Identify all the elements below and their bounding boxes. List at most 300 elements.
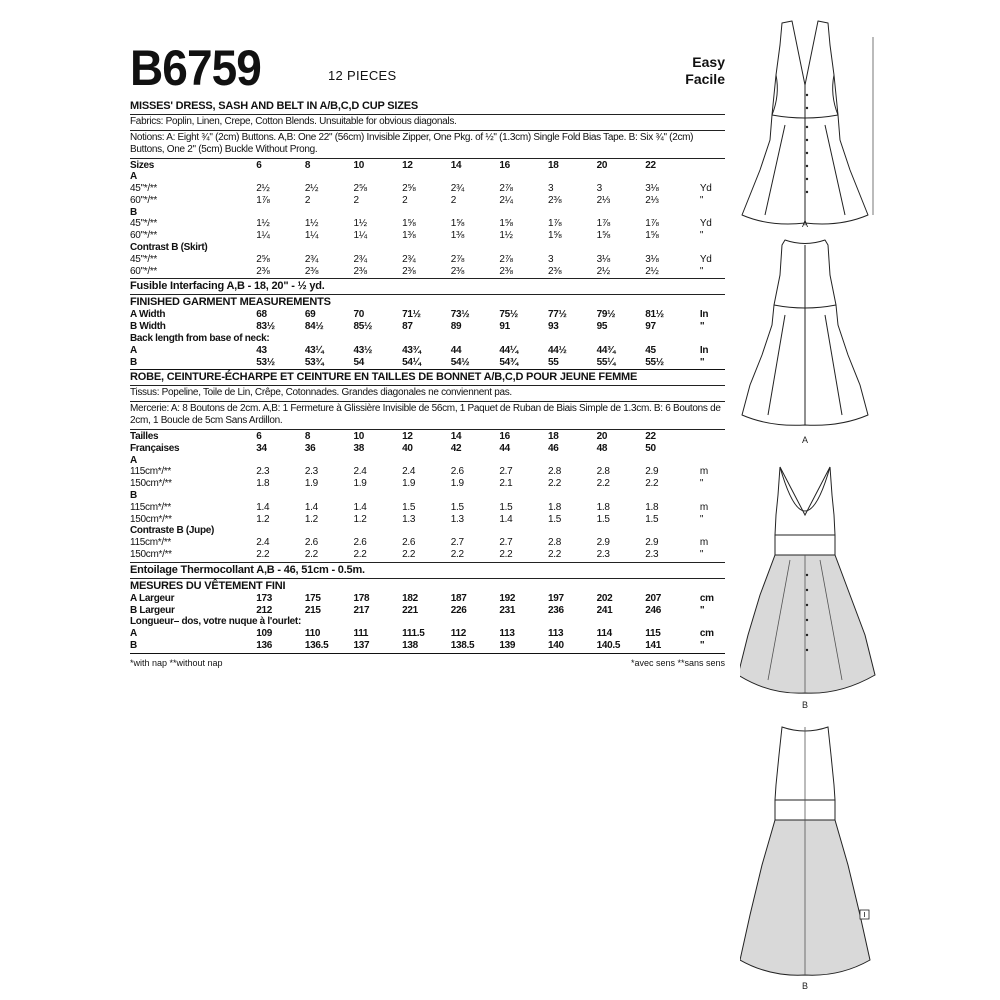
cell-value: 3⅛ [596,253,610,265]
cell-value: 2.3 [304,466,318,478]
pattern-number: B6759 [130,40,261,96]
table-row [130,431,725,443]
difficulty-en: Easy [692,54,725,70]
sizes-label: Tailles [130,430,159,442]
cell-value: 192 [499,592,516,604]
cell-value: 2.9 [645,537,659,549]
unit-cell: " [699,604,705,616]
unit-cell: m [699,501,708,513]
cell-value: 2.4 [256,537,270,549]
size-value: 40 [402,442,413,454]
size-value: 20 [596,159,608,171]
cell-value: 2.2 [402,548,416,560]
french-yardage-table [130,431,725,561]
cell-value: 54¾ [499,356,518,368]
cell-value: 2.6 [402,537,416,549]
cell-value: 2⅓ [645,194,659,206]
unit-cell: cm [699,628,714,640]
cell-value: 3⅛ [645,183,659,195]
cell-value: 87 [402,321,413,333]
cell-value: 70 [353,309,365,321]
cell-value: 2⅜ [256,265,270,277]
cell-value: 89 [450,321,462,333]
group-label: Back length from base of neck: [130,333,270,345]
cell-value: 111 [353,628,369,640]
unit-cell: " [699,513,704,525]
unit-cell: " [699,548,704,560]
garment-sketches [740,15,880,990]
cell-value: 2.6 [450,466,464,478]
row-label: A Width [130,309,166,321]
table-row [130,218,725,230]
cell-value: 1¼ [256,230,270,242]
cell-value: 55½ [645,356,664,368]
cell-value: 1.5 [499,501,513,513]
unit-cell [694,160,725,172]
view-a-back-sketch [742,240,868,425]
cell-value: 2.8 [547,466,561,478]
table-row [130,183,725,195]
cell-value: 2⅝ [353,183,367,195]
cell-value: 1.4 [353,501,367,513]
unit-cell: Yd [699,183,712,195]
cell-value: 2.1 [499,478,513,490]
table-row [130,640,725,652]
cell-value: 1.5 [450,501,464,513]
group-label: B [130,489,137,501]
cell-value: 2.8 [596,466,610,478]
cell-value: 110 [304,628,321,640]
pattern-envelope-back [130,40,725,672]
table-row [130,537,725,549]
cell-value: 54¼ [402,356,421,368]
size-value: 8 [304,430,311,442]
table-row [130,357,725,369]
group-label: Contrast B (Skirt) [130,242,208,254]
cell-value: 2.2 [596,478,610,490]
cell-value: 236 [547,604,564,616]
row-label: B [130,639,137,651]
table-row [130,171,725,183]
size-value: 36 [304,442,316,454]
size-value: 18 [547,159,559,171]
cell-value: 137 [353,639,370,651]
cell-value: 2 [402,194,408,206]
row-label: A [130,344,137,356]
cell-value: 1.4 [499,513,513,525]
cell-value: 202 [596,592,613,604]
cell-value: 114 [596,628,612,640]
size-value: 46 [547,442,559,454]
pieces-count: 12 PIECES [328,68,397,83]
cell-value: 3 [547,253,554,265]
cell-value: 53½ [256,356,275,368]
size-value: 14 [450,159,462,171]
cell-value: 83½ [256,321,275,333]
english-fabrics: Fabrics: Poplin, Linen, Crepe, Cotton Blends. Unsuitable for obvious diagonals. [130,116,457,127]
table-row [130,478,725,490]
cell-value: 2 [450,194,456,206]
cell-value: 1.5 [645,513,659,525]
cell-value: 1.4 [304,501,318,513]
row-label: 115cm*/** [130,466,172,478]
cell-value: 1.9 [450,478,464,490]
cell-value: 2⅞ [450,253,465,265]
unit-cell: Yd [699,218,712,230]
cell-value: 1.4 [256,501,270,513]
unit-cell: " [699,194,704,206]
unit-cell: m [699,537,708,549]
cell-value: 226 [450,604,467,616]
cell-value: 2⅜ [499,265,513,277]
cell-value: 136.5 [304,639,329,651]
cell-value: 1¼ [353,230,367,242]
cell-value: 1.9 [304,478,318,490]
unit-cell: " [699,265,704,277]
size-value: 12 [402,430,413,442]
cell-value: 84½ [304,321,324,333]
cell-value: 2.7 [499,537,513,549]
table-row [130,321,725,333]
cell-value: 68 [256,309,267,321]
cell-value: 2¾ [304,253,319,265]
cell-value: 1⅞ [645,218,659,230]
cell-value: 1¼ [304,230,319,242]
table-row [130,443,725,455]
table-row [130,616,725,628]
cell-value: 138 [402,639,418,651]
cell-value: 1.8 [256,478,270,490]
cell-value: 2.3 [256,466,270,478]
cell-value: 2.2 [256,548,270,560]
cell-value: 2½ [256,183,270,195]
table-row [130,160,725,172]
cell-value: 175 [304,592,321,604]
cell-value: 2¾ [353,253,367,265]
cell-value: 2⅜ [353,265,367,277]
row-label: 150cm*/** [130,548,172,560]
unit-cell [694,443,725,455]
english-notions: Notions: A: Eight ¾" (2cm) Buttons. A,B: One 22" (56cm) Invisible Zipper, One Pkg. of ½" (1.3cm) Single Fold Bias Tape. B: Six ¾" (2cm) Buttons, One 2" (5cm) Buckle Without Prong. [130,131,694,155]
cell-value: 91 [499,321,510,333]
unit-cell: " [699,639,705,651]
cell-value: 81½ [645,309,664,321]
cell-value: 2⅓ [596,194,610,206]
table-row [130,502,725,514]
cell-value: 1.5 [402,501,416,513]
cell-value: 43 [256,344,267,356]
cell-value: 2⅜ [547,265,562,277]
cell-value: 1½ [499,230,513,242]
table-row [130,309,725,321]
cell-value: 115 [645,628,661,640]
view-label-a-back: A [802,435,809,445]
table-row [130,195,725,207]
size-value: 22 [645,430,656,442]
table-row [130,345,725,357]
cell-value: 2¾ [402,253,416,265]
row-label: 60"*/** [130,194,158,206]
cell-value: 55¼ [596,356,616,368]
cell-value: 1.5 [596,513,610,525]
cell-value: 97 [645,321,656,333]
cell-value: 77½ [547,309,567,321]
view-b-back-sketch [740,727,870,975]
cell-value: 138.5 [450,639,475,651]
cell-value: 1⅞ [256,194,270,206]
cell-value: 1.9 [353,478,367,490]
row-label: B Largeur [130,604,175,616]
cell-value: 71½ [402,309,421,321]
unit-cell: Yd [699,253,712,265]
cell-value: 3 [547,183,554,195]
unit-cell [694,431,725,443]
size-value: 42 [450,442,462,454]
cell-value: 2 [304,194,311,206]
row-label: B Width [130,321,166,333]
table-row [130,230,725,242]
cell-value: 187 [450,592,467,604]
cell-value: 2½ [596,265,610,277]
cell-value: 73½ [450,309,470,321]
cell-value: 109 [256,628,273,640]
size-value: 22 [645,159,656,171]
cell-value: 1⅝ [499,218,513,230]
table-row [130,455,725,467]
cell-value: 215 [304,604,321,616]
cell-value: 53¾ [304,356,324,368]
cell-value: 1.2 [304,513,318,525]
cell-value: 54 [353,356,365,368]
group-label: A [130,171,137,183]
size-value: 10 [353,430,365,442]
table-row [130,628,725,640]
cell-value: 2.2 [304,548,318,560]
french-interfacing: Entoilage Thermocollant A,B - 46, 51cm - 0.5m. [130,563,365,576]
unit-cell: In [699,309,709,321]
row-label: 45"*/** [130,253,158,265]
cell-value: 2½ [304,183,319,195]
size-value: 6 [256,430,262,442]
english-yardage-table [130,160,725,278]
view-label-b-back: B [802,981,809,990]
cell-value: 43¾ [402,344,421,356]
size-value: 8 [304,159,311,171]
size-value: 44 [499,442,510,454]
group-label: B [130,206,137,218]
cell-value: 93 [547,321,559,333]
cell-value: 2⅝ [256,253,270,265]
cell-value: 1⅝ [596,230,610,242]
cell-value: 3 [596,183,602,195]
cell-value: 111.5 [402,628,425,640]
size-value: 16 [499,159,510,171]
cell-value: 2.7 [499,466,513,478]
cell-value: 140 [547,639,564,651]
cell-value: 2⅞ [499,253,513,265]
cell-value: 1⅞ [547,218,562,230]
row-label: 45"*/** [130,183,158,195]
row-label: 60"*/** [130,265,158,277]
size-value: 12 [402,159,413,171]
table-row [130,525,725,537]
cell-value: 2.2 [645,478,659,490]
cell-value: 3⅛ [645,253,659,265]
table-row [130,466,725,478]
cell-value: 217 [353,604,370,616]
footnote-english: *with nap **without nap [130,657,223,668]
table-row [130,333,725,345]
cell-value: 1.8 [596,501,610,513]
table-row [130,605,725,617]
cell-value: 2.3 [645,548,659,560]
unit-cell: " [699,356,705,368]
size-value: 14 [450,430,462,442]
cell-value: 2.4 [402,466,416,478]
cell-value: 2.2 [547,548,561,560]
table-row [130,242,725,254]
cell-value: 1⅜ [402,230,416,242]
cell-value: 1.9 [402,478,416,490]
cell-value: 178 [353,592,370,604]
cell-value: 69 [304,309,316,321]
cell-value: 85½ [353,321,373,333]
row-label: A [130,628,137,640]
cell-value: 1.8 [547,501,561,513]
cell-value: 54½ [450,356,470,368]
cell-value: 2.9 [596,537,610,549]
size-value: 34 [256,442,267,454]
cell-value: 113 [499,628,515,640]
unit-cell: In [699,344,709,356]
cell-value: 2⅜ [304,265,319,277]
header [130,40,725,100]
row-label: 150cm*/** [130,513,172,525]
sizes-label: Sizes [130,159,155,171]
cell-value: 1⅞ [596,218,610,230]
cell-value: 1.2 [256,513,270,525]
cell-value: 2.2 [547,478,561,490]
table-row [130,254,725,266]
cell-value: 182 [402,592,418,604]
cell-value: 1.8 [645,501,659,513]
cell-value: 43½ [353,344,373,356]
english-measure-title: FINISHED GARMENT MEASUREMENTS [130,296,331,309]
footnotes [130,658,725,672]
size-value: 16 [499,430,510,442]
unit-cell: " [699,321,705,333]
cell-value: 2⅜ [450,265,465,277]
english-title: MISSES' DRESS, SASH AND BELT IN A/B,C,D CUP SIZES [130,100,419,112]
row-label: 60"*/** [130,230,158,242]
unit-cell: cm [699,592,714,604]
row-label: 115cm*/** [130,501,172,513]
table-row [130,266,725,278]
row-label: A Largeur [130,592,175,604]
cell-value: 2.6 [304,537,318,549]
size-value: 10 [353,159,365,171]
unit-cell: " [699,230,704,242]
cell-value: 197 [547,592,564,604]
cell-value: 1⅝ [450,218,465,230]
cell-value: 2.2 [353,548,367,560]
cell-value: 136 [256,639,273,651]
cell-value: 2.7 [450,537,464,549]
cell-value: 112 [450,628,466,640]
size-value: 50 [645,442,656,454]
cell-value: 44¼ [499,344,518,356]
group-label: Longueur– dos, votre nuque à l'ourlet: [130,616,301,628]
cell-value: 140.5 [596,639,621,651]
difficulty-badge [685,54,725,88]
unit-cell: m [699,466,708,478]
cell-value: 95 [596,321,608,333]
table-row [130,549,725,561]
cell-value: 1½ [256,218,270,230]
cell-value: 2.9 [645,466,659,478]
french-fabrics: Tissus: Popeline, Toile de Lin, Crêpe, Cotonnades. Grandes diagonales ne conviennent pas. [130,387,512,399]
view-b-front-sketch [740,467,875,693]
cell-value: 2 [353,194,359,206]
view-a-front-sketch [742,21,868,224]
cell-value: 2¾ [450,183,465,195]
cell-value: 207 [645,592,662,604]
cell-value: 44 [450,344,462,356]
cell-value: 1⅝ [402,218,416,230]
cell-value: 2.6 [353,537,367,549]
cell-value: 139 [499,639,516,651]
cell-value: 1⅝ [645,230,659,242]
cell-value: 1½ [353,218,367,230]
cell-value: 246 [645,604,662,616]
group-label: A [130,454,137,466]
row-label: 45"*/** [130,218,158,230]
difficulty-fr: Facile [685,71,725,87]
unit-cell: " [699,478,704,490]
cell-value: 45 [645,344,656,356]
cell-value: 44¾ [596,344,616,356]
cell-value: 141 [645,639,662,651]
cell-value: 79½ [596,309,616,321]
english-measurements-table [130,309,725,368]
footnote-french: *avec sens **sans sens [630,657,725,668]
table-row [130,514,725,526]
cell-value: 1½ [304,218,319,230]
size-value: 48 [596,442,608,454]
english-interfacing: Fusible Interfacing A,B - 18, 20" - ½ yd. [130,280,325,293]
size-value: 6 [256,159,262,171]
row-label: 115cm*/** [130,537,172,549]
cell-value: 221 [402,604,418,616]
cell-value: 1.3 [450,513,464,525]
cell-value: 231 [499,604,516,616]
cell-value: 2.2 [450,548,464,560]
cell-value: 2.3 [596,548,610,560]
cell-value: 1⅝ [547,230,562,242]
cell-value: 1⅜ [450,230,465,242]
cell-value: 2⅜ [402,265,416,277]
french-measure-title: MESURES DU VÊTEMENT FINI [130,579,286,592]
cell-value: 2⅞ [499,183,513,195]
group-label: Contraste B (Jupe) [130,525,215,537]
size-value: 20 [596,430,608,442]
cell-value: 43¼ [304,344,324,356]
cell-value: 212 [256,604,273,616]
cell-value: 44½ [547,344,567,356]
cell-value: 2½ [645,265,659,277]
cell-value: 173 [256,592,273,604]
cell-value: 2.2 [499,548,513,560]
